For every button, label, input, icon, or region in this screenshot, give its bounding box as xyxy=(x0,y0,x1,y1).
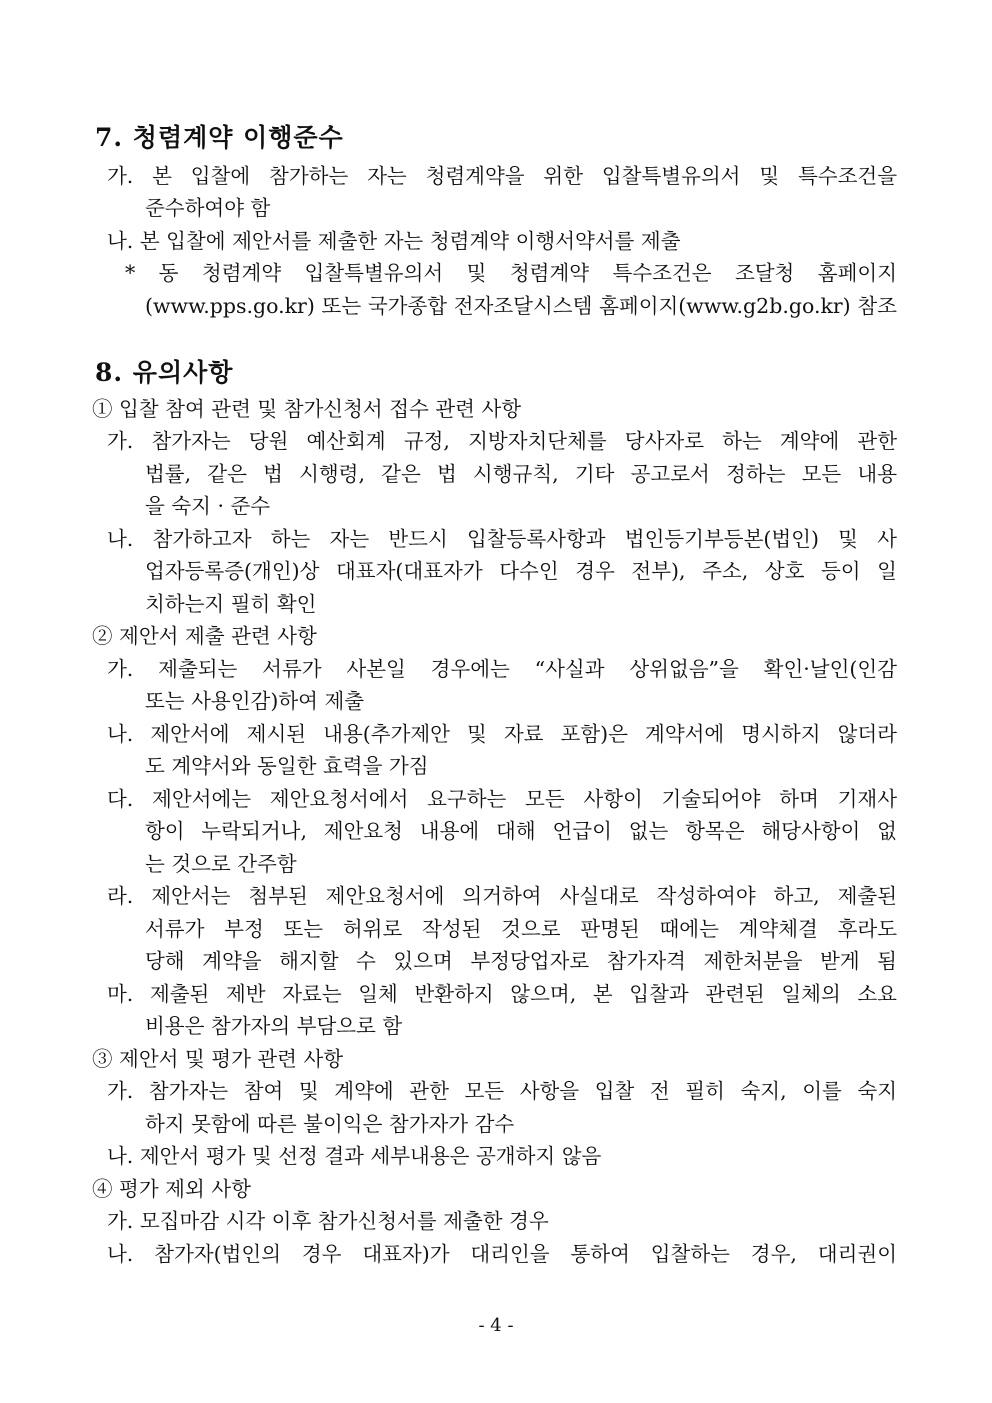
sub2-item-ga: 가. 제출되는 서류가 사본일 경우에는 “사실과 상위없음”을 확인·날인(인감 xyxy=(107,657,897,681)
section-7-note: * 동 청렴계약 입찰특별유의서 및 청렴계약 특수조건은 조달청 홈페이지 xyxy=(125,261,897,285)
sub4-item-na: 나. 참가자(법인의 경우 대표자)가 대리인을 통하여 입찰하는 경우, 대리권이 xyxy=(107,1242,897,1266)
sub3-item-na: 나. 제안서 평가 및 선정 결과 세부내용은 공개하지 않음 xyxy=(107,1144,602,1168)
section-7-item-ga-cont: 준수하여야 함 xyxy=(145,196,271,220)
sub1-item-na: 나. 참가하고자 하는 자는 반드시 입찰등록사항과 법인등기부등본(법인) 및 사 xyxy=(107,527,897,551)
sub2-item-ra-cont-2: 당해 계약을 해지할 수 있으며 부정당업자로 참가자격 제한처분을 받게 됨 xyxy=(145,949,897,973)
sub2-item-na: 나. 제안서에 제시된 내용(추가제안 및 자료 포함)은 계약서에 명시하지 않더라 xyxy=(107,722,897,746)
sub2-item-ma: 마. 제출된 제반 자료는 일체 반환하지 않으며, 본 입찰과 관련된 일체의 소요 xyxy=(107,982,897,1006)
sub3-item-ga: 가. 참가자는 참여 및 계약에 관한 모든 사항을 입찰 전 필히 숙지, 이를 숙지 xyxy=(107,1079,897,1103)
sub4-item-ga: 가. 모집마감 시각 이후 참가신청서를 제출한 경우 xyxy=(107,1209,549,1233)
sub1-item-ga-cont-2: 을 숙지 · 준수 xyxy=(145,494,271,518)
sub2-item-na-cont: 도 계약서와 동일한 효력을 가짐 xyxy=(145,754,429,778)
subsection-3-title: ③ 제안서 및 평가 관련 사항 xyxy=(92,1047,344,1071)
subsection-1-title: ① 입찰 참여 관련 및 참가신청서 접수 관련 사항 xyxy=(92,397,522,421)
sub2-item-ma-cont: 비용은 참가자의 부담으로 함 xyxy=(145,1014,403,1038)
sub1-item-na-cont-1: 업자등록증(개인)상 대표자(대표자가 다수인 경우 전부), 주소, 상호 등이 일 xyxy=(145,559,897,583)
sub2-item-da: 다. 제안서에는 제안요청서에서 요구하는 모든 사항이 기술되어야 하며 기재사 xyxy=(107,787,897,811)
sub2-item-ra-cont-1: 서류가 부정 또는 허위로 작성된 것으로 판명된 때에는 계약체결 후라도 xyxy=(145,917,897,941)
section-7-heading: 7. 청렴계약 이행준수 xyxy=(95,123,344,152)
sub1-item-na-cont-2: 치하는지 필히 확인 xyxy=(145,592,317,616)
sub1-item-ga: 가. 참가자는 당원 예산회계 규정, 지방자치단체를 당사자로 하는 계약에 관한 xyxy=(107,429,897,453)
section-8-heading: 8. 유의사항 xyxy=(95,358,234,387)
page-number: - 4 - xyxy=(478,1315,514,1336)
subsection-4-title: ④ 평가 제외 사항 xyxy=(92,1177,251,1201)
section-7-item-na: 나. 본 입찰에 제안서를 제출한 자는 청렴계약 이행서약서를 제출 xyxy=(107,229,681,253)
sub1-item-ga-cont-1: 법률, 같은 법 시행령, 같은 법 시행규칙, 기타 공고로서 정하는 모든 내용 xyxy=(145,462,897,486)
sub3-item-ga-cont: 하지 못함에 따른 불이익은 참가자가 감수 xyxy=(145,1112,515,1136)
subsection-2-title: ② 제안서 제출 관련 사항 xyxy=(92,624,317,648)
sub2-item-da-cont-1: 항이 누락되거나, 제안요청 내용에 대해 언급이 없는 항목은 해당사항이 없 xyxy=(145,819,897,843)
sub2-item-ra: 라. 제안서는 첨부된 제안요청서에 의거하여 사실대로 작성하여야 하고, 제출된 xyxy=(107,884,897,908)
section-7-note-cont: (www.pps.go.kr) 또는 국가종합 전자조달시스템 홈페이지(www.g2b.go.kr) 참조 xyxy=(145,294,897,318)
section-7-item-ga: 가. 본 입찰에 참가하는 자는 청렴계약을 위한 입찰특별유의서 및 특수조건을 xyxy=(107,164,897,188)
sub2-item-ga-cont: 또는 사용인감)하여 제출 xyxy=(145,689,365,713)
sub2-item-da-cont-2: 는 것으로 간주함 xyxy=(145,852,297,876)
